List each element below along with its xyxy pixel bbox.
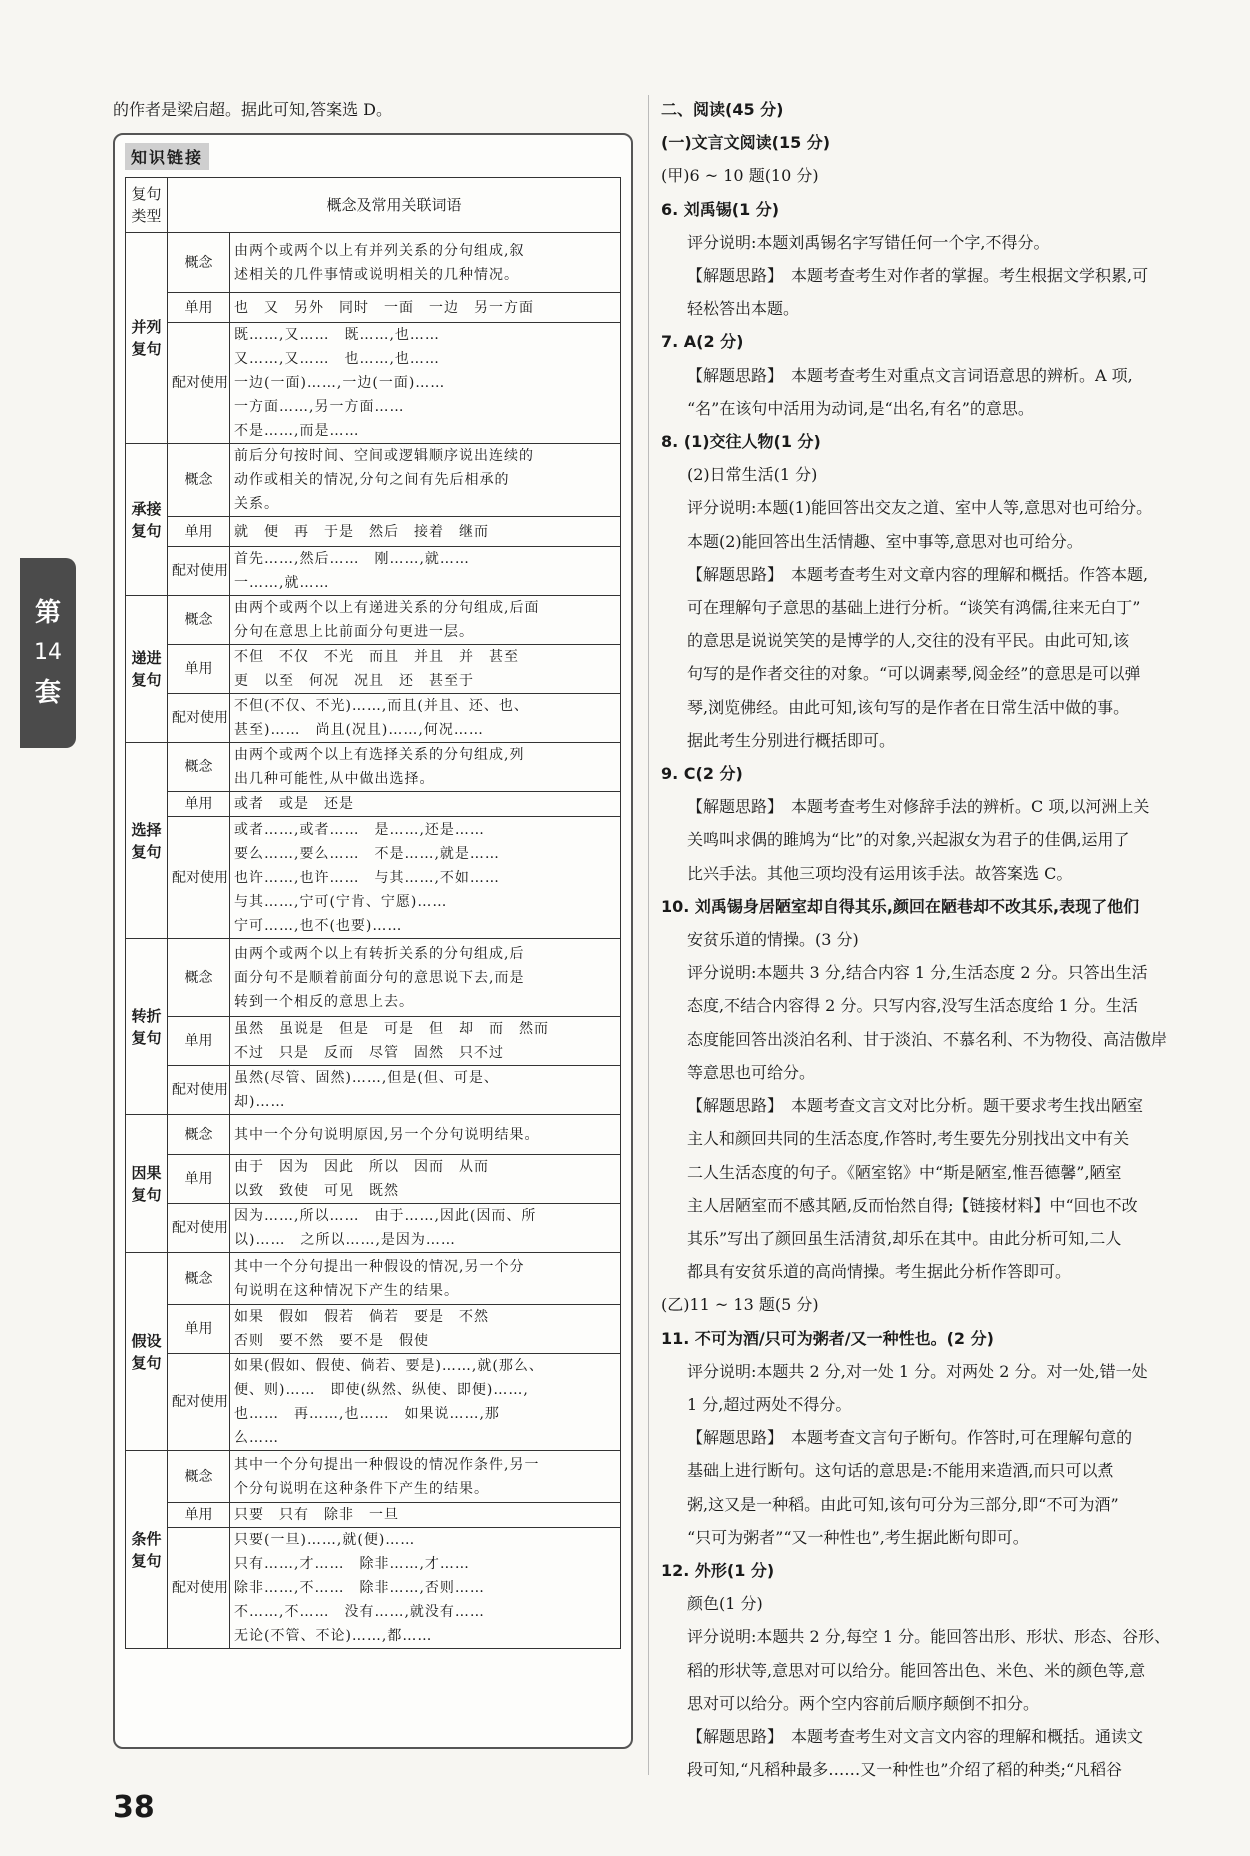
single-text bbox=[230, 1017, 621, 1066]
text-line: 虽然 虽说是 但是 可是 但 却 而 然而 bbox=[234, 1021, 549, 1037]
table-row bbox=[126, 596, 621, 645]
table-body bbox=[126, 233, 621, 1649]
text-line: 却)…… bbox=[234, 1094, 286, 1110]
text-line: 也许……,也许…… 与其……,不如…… bbox=[234, 869, 500, 886]
table-row bbox=[126, 1253, 621, 1305]
text-line: 与其……,宁可(宁肯、宁愿)…… bbox=[234, 893, 448, 910]
sub-label-paired: 配对使用 bbox=[168, 1204, 230, 1253]
text-line: 更 以至 何况 况且 还 甚至于 bbox=[234, 673, 474, 689]
sub-label-concept: 概念 bbox=[168, 233, 230, 293]
text-line: 不但 不仅 不光 而且 并且 并 甚至 bbox=[234, 649, 519, 665]
concept-text bbox=[230, 233, 621, 293]
answer-line: 据此考生分别进行概括即可。 bbox=[687, 730, 896, 750]
answer-line: 【解题思路】 本题考查考生对作者的掌握。考生根据文学积累,可 bbox=[687, 266, 1149, 286]
answer-line: 关鸣叫求偶的雎鸠为“比”的对象,兴起淑女为君子的佳偶,运用了 bbox=[687, 830, 1130, 850]
side-tab bbox=[20, 558, 76, 748]
answer-line: 7. A(2 分) bbox=[661, 332, 744, 352]
table-row bbox=[126, 1017, 621, 1066]
text-line: 关系。 bbox=[234, 496, 279, 512]
text-line: 以)…… 之所以……,是因为…… bbox=[234, 1232, 456, 1248]
answer-line: 轻松答出本题。 bbox=[687, 299, 800, 319]
sentence-type: 承接复句 bbox=[126, 444, 168, 596]
text-line: 要么……,要么…… 不是……,就是…… bbox=[234, 845, 500, 862]
sentence-type: 递进复句 bbox=[126, 596, 168, 743]
answer-column bbox=[661, 93, 1213, 1786]
table-row bbox=[126, 817, 621, 939]
text-line: 既……,又…… 既……,也…… bbox=[234, 327, 440, 343]
answer-line: 评分说明:本题共 2 分,每空 1 分。能回答出形、形状、形态、谷形、 bbox=[687, 1627, 1171, 1647]
single-text bbox=[230, 1155, 621, 1204]
table-row bbox=[126, 1451, 621, 1503]
answer-line: 段可知,“凡稻种最多……又一种性也”介绍了稻的种类;“凡稻谷 bbox=[687, 1760, 1123, 1780]
text-line: 其中一个分句提出一种假设的情况,另一个分 bbox=[234, 1258, 525, 1275]
answer-line: 稻的形状等,意思对可以给分。能回答出色、米色、米的颜色等,意 bbox=[687, 1660, 1146, 1680]
text-line: 虽然(尽管、固然)……,但是(但、可是、 bbox=[234, 1070, 499, 1086]
single-text bbox=[230, 645, 621, 694]
answer-line: 10. 刘禹锡身居陋室却自得其乐,颜回在陋巷却不改其乐,表现了他们 bbox=[661, 896, 1140, 916]
answer-line: (2)日常生活(1 分) bbox=[687, 465, 818, 485]
answer-line: 主人和颜回共同的生活态度,作答时,考生要先分别找出文中有关 bbox=[687, 1129, 1130, 1149]
answer-line: 评分说明:本题共 3 分,结合内容 1 分,生活态度 2 分。只答出生活 bbox=[687, 963, 1148, 983]
table-row bbox=[126, 694, 621, 743]
text-line: 个分句说明在这种条件下产生的结果。 bbox=[234, 1480, 489, 1497]
answer-line: 等意思也可给分。 bbox=[687, 1062, 816, 1082]
sub-label-concept: 概念 bbox=[168, 743, 230, 792]
answer-line: 琴,浏览佛经。由此可知,该句写的是作者在日常生活中做的事。 bbox=[687, 697, 1130, 717]
sub-label-single: 单用 bbox=[168, 1017, 230, 1066]
answer-line: “名”在该句中活用为动词,是“出名,有名”的意思。 bbox=[687, 398, 1034, 418]
text-line: 不……,不…… 没有……,就没有…… bbox=[234, 1604, 485, 1620]
text-line: 如果(假如、假使、倘若、要是)……,就(那么、 bbox=[234, 1358, 544, 1374]
sub-label-concept: 概念 bbox=[168, 444, 230, 517]
sentence-type: 选择复句 bbox=[126, 743, 168, 939]
text-line: 因为……,所以…… 由于……,因此(因而、所 bbox=[234, 1208, 537, 1224]
sub-label-single: 单用 bbox=[168, 1155, 230, 1204]
concept-text bbox=[230, 444, 621, 517]
single-text bbox=[230, 517, 621, 547]
answer-line: 安贫乐道的情操。(3 分) bbox=[687, 930, 859, 950]
sentence-type: 因果复句 bbox=[126, 1115, 168, 1253]
text-line: 一方面……,另一方面…… bbox=[234, 399, 405, 415]
knowledge-link-box bbox=[113, 133, 633, 1749]
answer-line: 都具有安贫乐道的高尚情操。考生据此分析作答即可。 bbox=[687, 1262, 1072, 1282]
answer-line: 二人生活态度的句子。《陋室铭》中“斯是陋室,惟吾德馨”,陋室 bbox=[687, 1162, 1122, 1182]
answer-line: (甲)6 ~ 10 题(10 分) bbox=[661, 166, 819, 186]
text-line: 否则 要不然 要不是 假使 bbox=[234, 1333, 429, 1349]
text-line: 只要 只有 除非 一旦 bbox=[234, 1507, 399, 1523]
text-line: 其中一个分句说明原因,另一个分句说明结果。 bbox=[234, 1126, 540, 1143]
left-top-text: 的作者是梁启超。据此可知,答案选 D。 bbox=[113, 100, 393, 119]
text-line: 面分句不是顺着前面分句的意思说下去,而是 bbox=[234, 969, 525, 986]
sub-label-single: 单用 bbox=[168, 517, 230, 547]
sub-label-paired: 配对使用 bbox=[168, 1066, 230, 1115]
side-tab-line3: 套 bbox=[34, 678, 61, 708]
text-line: 只有……,才…… 除非……,才…… bbox=[234, 1556, 470, 1572]
side-tab-line2: 14 bbox=[34, 640, 62, 665]
text-line: 如果 假如 假若 倘若 要是 不然 bbox=[234, 1309, 489, 1325]
text-line: 以致 致使 可见 既然 bbox=[234, 1183, 399, 1199]
concept-text bbox=[230, 1451, 621, 1503]
paired-text bbox=[230, 817, 621, 939]
table-row bbox=[126, 323, 621, 444]
text-line: 由两个或两个以上有递进关系的分句组成,后面 bbox=[234, 600, 540, 616]
text-line: 动作或相关的情况,分句之间有先后相承的 bbox=[234, 472, 510, 488]
table-row bbox=[126, 547, 621, 596]
answer-line: 9. C(2 分) bbox=[661, 764, 743, 784]
column-divider bbox=[648, 95, 649, 1775]
table-row bbox=[126, 1528, 621, 1649]
concept-text bbox=[230, 939, 621, 1017]
answer-line: 可在理解句子意思的基础上进行分析。“谈笑有鸿儒,往来无白丁” bbox=[687, 598, 1141, 618]
text-line: 或者 或是 还是 bbox=[234, 796, 354, 812]
table-row bbox=[126, 792, 621, 817]
paired-text bbox=[230, 323, 621, 444]
paired-text bbox=[230, 1066, 621, 1115]
answer-line: 8. (1)交往人物(1 分) bbox=[661, 432, 821, 452]
sub-label-single: 单用 bbox=[168, 645, 230, 694]
sentence-type: 假设复句 bbox=[126, 1253, 168, 1451]
text-line: 只要(一旦)……,就(便)…… bbox=[234, 1532, 416, 1548]
header-content: 概念及常用关联词语 bbox=[168, 178, 621, 233]
answer-line: 二、阅读(45 分) bbox=[661, 100, 784, 119]
sub-label-paired: 配对使用 bbox=[168, 817, 230, 939]
table-row bbox=[126, 939, 621, 1017]
header-type: 复句类型 bbox=[126, 178, 168, 233]
single-text bbox=[230, 293, 621, 323]
table-row bbox=[126, 293, 621, 323]
answer-line: 的意思是说说笑笑的是博学的人,交往的没有平民。由此可知,该 bbox=[687, 631, 1130, 651]
text-line: 转到一个相反的意思上去。 bbox=[234, 993, 414, 1010]
table-row bbox=[126, 645, 621, 694]
concept-text bbox=[230, 596, 621, 645]
text-line: 也 又 另外 同时 一面 一边 另一方面 bbox=[234, 299, 534, 316]
answer-line: 基础上进行断句。这句话的意思是:不能用来造酒,而只可以煮 bbox=[687, 1461, 1114, 1481]
text-line: 分句在意思上比前面分句更进一层。 bbox=[234, 624, 474, 640]
answer-line: 【解题思路】 本题考查文言句子断句。作答时,可在理解句意的 bbox=[687, 1428, 1133, 1448]
text-line: 其中一个分句提出一种假设的情况作条件,另一 bbox=[234, 1456, 540, 1473]
answer-line: 态度,不结合内容得 2 分。只写内容,没写生活态度给 1 分。生活 bbox=[687, 996, 1138, 1016]
text-line: 由于 因为 因此 所以 因而 从而 bbox=[234, 1159, 489, 1175]
page-number: 38 bbox=[113, 1790, 155, 1825]
compound-sentence-table bbox=[125, 177, 621, 1649]
answer-line: 态度能回答出淡泊名利、甘于淡泊、不慕名利、不为物役、高洁傲岸 bbox=[687, 1029, 1168, 1049]
sub-label-single: 单用 bbox=[168, 792, 230, 817]
answer-line: 评分说明:本题(1)能回答出交友之道、室中人等,意思对也可给分。 bbox=[687, 498, 1153, 518]
answer-line: 【解题思路】 本题考查文言文对比分析。题干要求考生找出陋室 bbox=[687, 1096, 1144, 1116]
text-line: 甚至)…… 尚且(况且)……,何况…… bbox=[234, 722, 484, 738]
answer-line: 思对可以给分。两个空内容前后顺序颠倒不扣分。 bbox=[687, 1693, 1040, 1713]
paired-text bbox=[230, 1204, 621, 1253]
table-row bbox=[126, 1305, 621, 1354]
answer-line: 比兴手法。其他三项均没有运用该手法。故答案选 C。 bbox=[687, 863, 1073, 883]
text-line: 又……,又…… 也……,也…… bbox=[234, 351, 440, 367]
text-line: 除非……,不…… 除非……,否则…… bbox=[234, 1580, 485, 1596]
sub-label-paired: 配对使用 bbox=[168, 694, 230, 743]
answer-line: 6. 刘禹锡(1 分) bbox=[661, 199, 780, 219]
answer-line: 1 分,超过两处不得分。 bbox=[687, 1394, 852, 1414]
answer-line: (一)文言文阅读(15 分) bbox=[661, 133, 831, 153]
single-text bbox=[230, 1305, 621, 1354]
table-header-row bbox=[126, 178, 621, 233]
text-line: 出几种可能性,从中做出选择。 bbox=[234, 771, 435, 787]
answer-line: “只可为粥者”“又一种性也”,考生据此断句即可。 bbox=[687, 1527, 1029, 1547]
single-text bbox=[230, 1503, 621, 1528]
text-line: 前后分句按时间、空间或逻辑顺序说出连续的 bbox=[234, 448, 534, 464]
answer-line: 【解题思路】 本题考查考生对文章内容的理解和概括。作答本题, bbox=[687, 564, 1149, 584]
sub-label-concept: 概念 bbox=[168, 1115, 230, 1155]
text-line: 首先……,然后…… 刚……,就…… bbox=[234, 551, 470, 567]
text-line: 一……,就…… bbox=[234, 575, 330, 591]
text-line: 由两个或两个以上有选择关系的分句组成,列 bbox=[234, 747, 525, 763]
text-line: 宁可……,也不(也要)…… bbox=[234, 917, 403, 934]
answer-line: 【解题思路】 本题考查考生对重点文言词语意思的辨析。A 项, bbox=[687, 365, 1133, 385]
text-line: 不但(不仅、不光)……,而且(并且、还、也、 bbox=[234, 698, 529, 714]
answer-line: 11. 不可为酒/只可为粥者/又一种性也。(2 分) bbox=[661, 1328, 994, 1348]
text-line: 由两个或两个以上有并列关系的分句组成,叙 bbox=[234, 242, 525, 259]
answer-line: (乙)11 ~ 13 题(5 分) bbox=[661, 1295, 819, 1315]
text-line: 由两个或两个以上有转折关系的分句组成,后 bbox=[234, 945, 525, 962]
text-line: 不是……,而是…… bbox=[234, 423, 360, 439]
concept-text bbox=[230, 1253, 621, 1305]
concept-text bbox=[230, 1115, 621, 1155]
sub-label-concept: 概念 bbox=[168, 1451, 230, 1503]
text-line: 就 便 再 于是 然后 接着 继而 bbox=[234, 523, 489, 540]
text-line: 述相关的几件事情或说明相关的几种情况。 bbox=[234, 266, 519, 283]
table-row bbox=[126, 517, 621, 547]
sub-label-single: 单用 bbox=[168, 1305, 230, 1354]
table-row bbox=[126, 444, 621, 517]
text-line: 句说明在这种情况下产生的结果。 bbox=[234, 1282, 459, 1299]
answer-line: 句写的是作者交往的对象。“可以调素琴,阅金经”的意思是可以弹 bbox=[687, 664, 1141, 684]
single-text bbox=[230, 792, 621, 817]
answer-line: 主人居陋室而不感其陋,反而怡然自得;【链接材料】中“回也不改 bbox=[687, 1195, 1138, 1215]
answer-line: 评分说明:本题刘禹锡名字写错任何一个字,不得分。 bbox=[687, 232, 1050, 252]
box-title: 知识链接 bbox=[125, 143, 209, 170]
sub-label-paired: 配对使用 bbox=[168, 547, 230, 596]
sub-label-concept: 概念 bbox=[168, 1253, 230, 1305]
sub-label-paired: 配对使用 bbox=[168, 323, 230, 444]
text-line: 不过 只是 反而 尽管 固然 只不过 bbox=[234, 1045, 504, 1061]
text-line: 便、则)…… 即使(纵然、纵使、即便)……, bbox=[234, 1382, 529, 1398]
paired-text bbox=[230, 547, 621, 596]
answer-line: 【解题思路】 本题考查考生对文言文内容的理解和概括。通读文 bbox=[687, 1726, 1144, 1746]
sub-label-paired: 配对使用 bbox=[168, 1528, 230, 1649]
text-line: 也…… 再……,也…… 如果说……,那 bbox=[234, 1406, 500, 1422]
table-row bbox=[126, 233, 621, 293]
sub-label-single: 单用 bbox=[168, 293, 230, 323]
answer-line: 评分说明:本题共 2 分,对一处 1 分。对两处 2 分。对一处,错一处 bbox=[687, 1361, 1148, 1381]
table-row bbox=[126, 1155, 621, 1204]
paired-text bbox=[230, 1354, 621, 1451]
text-line: 么…… bbox=[234, 1430, 279, 1446]
paired-text bbox=[230, 694, 621, 743]
table-row bbox=[126, 1354, 621, 1451]
sub-label-single: 单用 bbox=[168, 1503, 230, 1528]
table-row bbox=[126, 1115, 621, 1155]
answer-line: 本题(2)能回答出生活情趣、室中事等,意思对也可给分。 bbox=[687, 531, 1083, 551]
sub-label-paired: 配对使用 bbox=[168, 1354, 230, 1451]
answer-line: 【解题思路】 本题考查考生对修辞手法的辨析。C 项,以河洲上关 bbox=[687, 797, 1150, 817]
sub-label-concept: 概念 bbox=[168, 596, 230, 645]
answer-line: 粥,这又是一种稻。由此可知,该句可分为三部分,即“不可为酒” bbox=[687, 1494, 1119, 1514]
paired-text bbox=[230, 1528, 621, 1649]
table-row bbox=[126, 743, 621, 792]
text-line: 或者……,或者…… 是……,还是…… bbox=[234, 821, 485, 838]
answer-line: 12. 外形(1 分) bbox=[661, 1560, 775, 1580]
side-tab-line1: 第 bbox=[34, 598, 61, 628]
sentence-type: 条件复句 bbox=[126, 1451, 168, 1649]
answer-line: 颜色(1 分) bbox=[687, 1594, 763, 1614]
answer-line: 其乐”写出了颜回虽生活清贫,却乐在其中。由此分析可知,二人 bbox=[687, 1228, 1122, 1248]
table-row bbox=[126, 1503, 621, 1528]
concept-text bbox=[230, 743, 621, 792]
table-row bbox=[126, 1066, 621, 1115]
text-line: 一边(一面)……,一边(一面)…… bbox=[234, 375, 446, 391]
sub-label-concept: 概念 bbox=[168, 939, 230, 1017]
text-line: 无论(不管、不论)……,都…… bbox=[234, 1628, 433, 1644]
table-row bbox=[126, 1204, 621, 1253]
sentence-type: 转折复句 bbox=[126, 939, 168, 1115]
sentence-type: 并列复句 bbox=[126, 233, 168, 444]
